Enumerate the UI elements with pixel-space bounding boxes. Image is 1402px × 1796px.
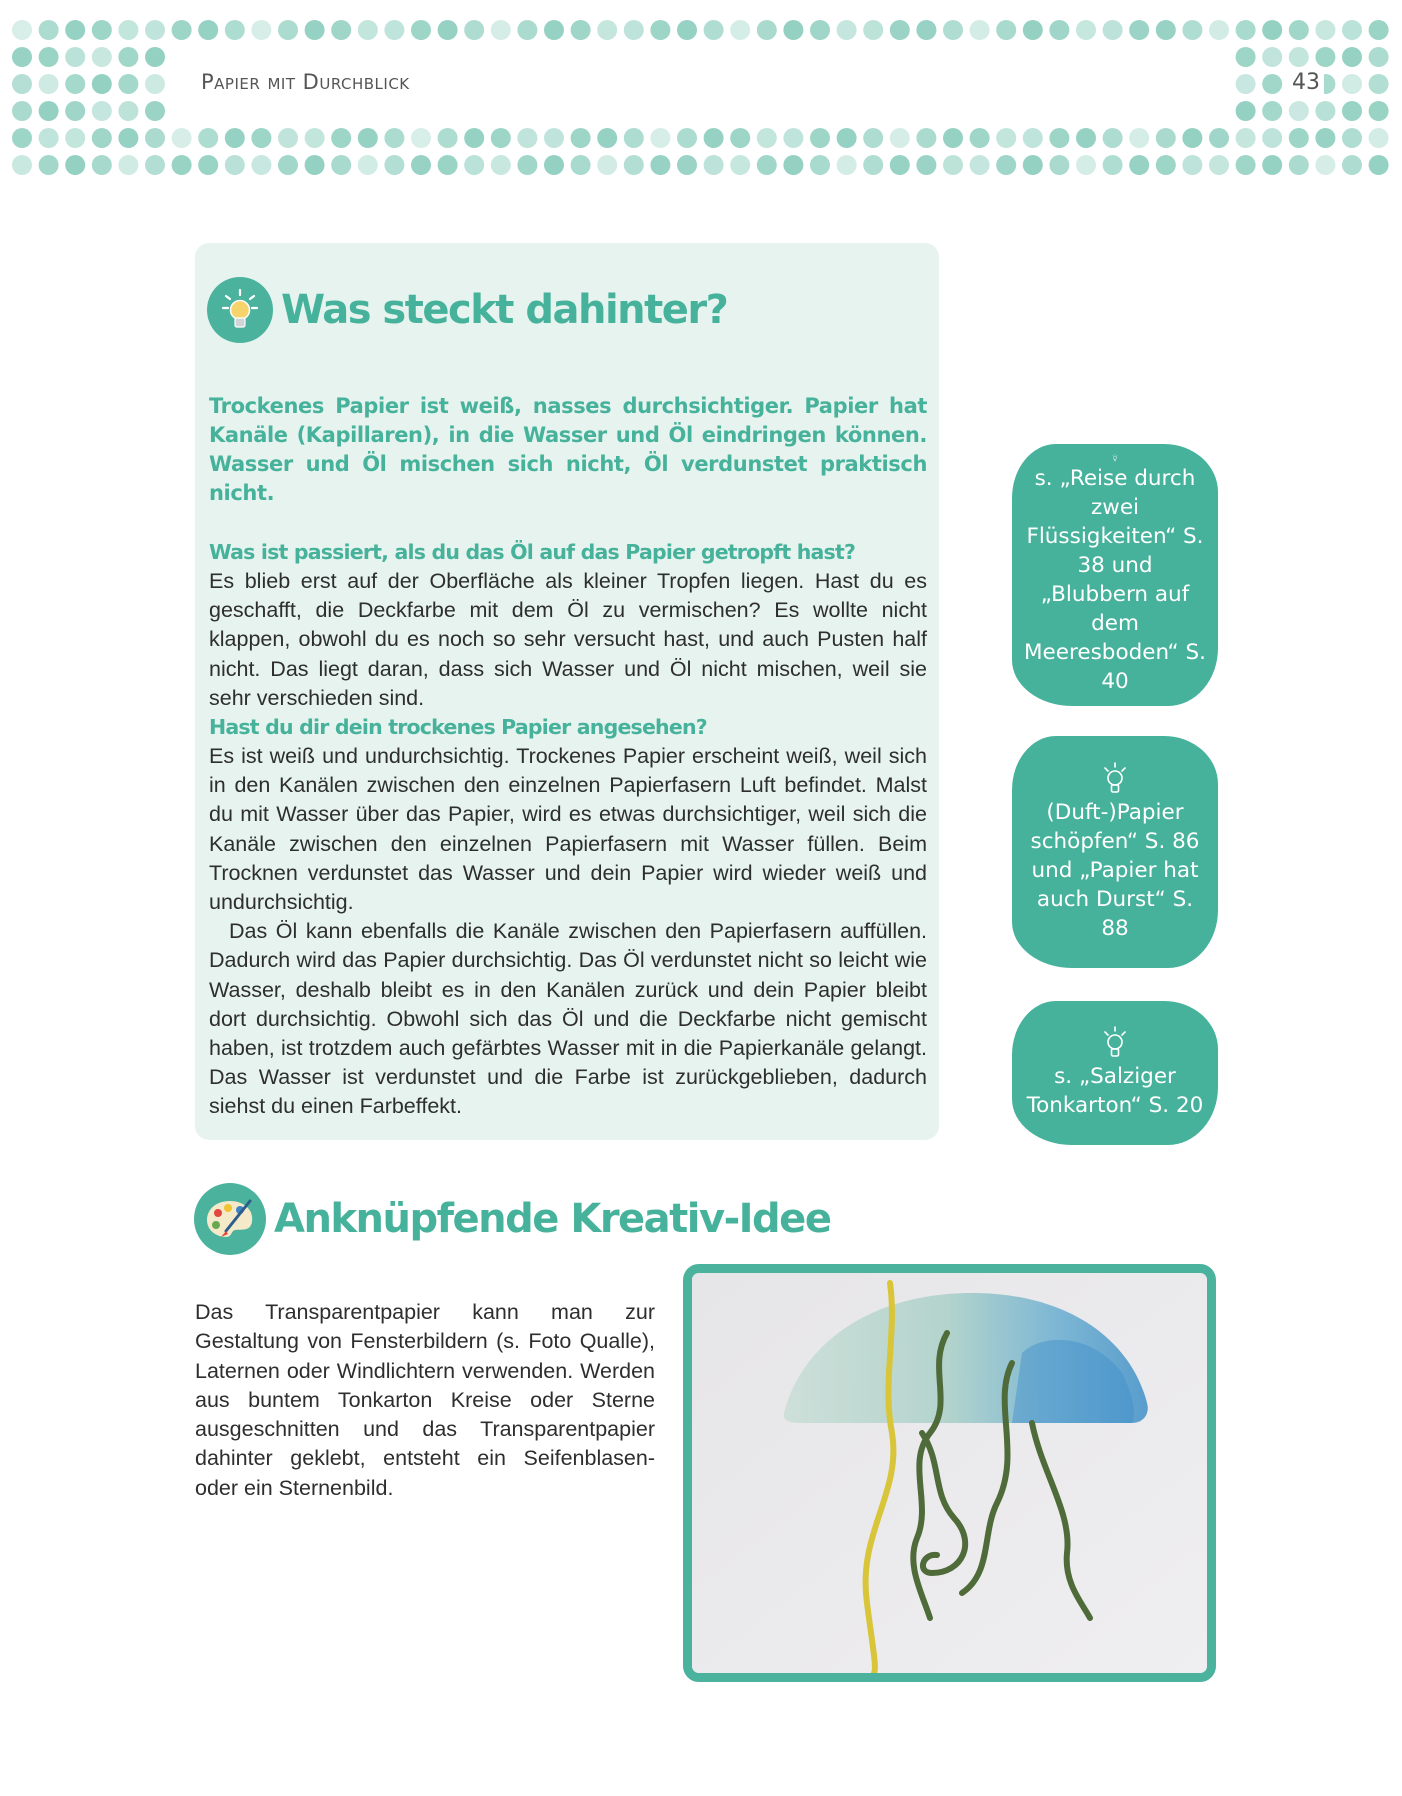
dot bbox=[1262, 101, 1282, 121]
dot bbox=[517, 128, 537, 148]
lightbulb-icon bbox=[207, 277, 273, 343]
answer-oil: Es blieb erst auf der Oberfläche als kleiner Tropfen liegen. Hast du es geschafft, die Deckfarbe mit dem Öl zu vermischen? Es wollte nicht klappen, obwohl du es noch so sehr versucht hast, und auch Pusten half nicht. Das liegt daran, dass sich Wasser und Öl nicht mischen, weil sie sehr verschieden sind. bbox=[209, 569, 927, 710]
dot bbox=[1262, 74, 1282, 94]
dot bbox=[198, 20, 218, 40]
dot bbox=[970, 155, 990, 175]
dot bbox=[145, 20, 165, 40]
dot bbox=[384, 20, 404, 40]
dot bbox=[1023, 155, 1043, 175]
cross-reference-box bbox=[1012, 736, 1218, 968]
dot bbox=[1182, 20, 1202, 40]
dot bbox=[1182, 128, 1202, 148]
dot bbox=[810, 155, 830, 175]
dot bbox=[305, 128, 325, 148]
dot bbox=[1262, 128, 1282, 148]
dot bbox=[92, 20, 112, 40]
dot bbox=[1369, 20, 1389, 40]
dot bbox=[1156, 20, 1176, 40]
dot bbox=[331, 155, 351, 175]
dot bbox=[65, 155, 85, 175]
dot bbox=[1103, 128, 1123, 148]
dot bbox=[1369, 128, 1389, 148]
dot bbox=[1289, 101, 1309, 121]
dot bbox=[411, 155, 431, 175]
dot bbox=[1236, 47, 1256, 67]
dot bbox=[12, 20, 32, 40]
dot bbox=[92, 128, 112, 148]
info-box-body bbox=[209, 392, 927, 1122]
dot-pattern-header bbox=[0, 0, 1402, 190]
dot bbox=[225, 155, 245, 175]
dot bbox=[225, 128, 245, 148]
dot bbox=[172, 20, 192, 40]
info-box-heading bbox=[207, 277, 727, 343]
lightbulb-icon bbox=[1100, 1026, 1130, 1060]
dot bbox=[597, 20, 617, 40]
dot bbox=[1129, 20, 1149, 40]
dot bbox=[278, 20, 298, 40]
dot bbox=[677, 128, 697, 148]
dot bbox=[12, 101, 32, 121]
answer-oil-channels: Das Öl kann ebenfalls die Kanäle zwischen den Papierfasern auffüllen. Dadurch wird das Papier durchsichtig. Das Öl verdunstet nicht so leicht wie Wasser, deshalb bleibt es in den Kanälen zurück und dein Papier bleibt dort durchsichtig. Obwohl sich das Öl und die Deckfarbe nicht gemischt haben, ist trotzdem auch gefärbtes Wasser mit in die Papierkanäle gelangt. Das Wasser ist verdunstet und die Farbe ist zurückgeblieben, dadurch siehst du einen Farbeffekt. bbox=[209, 919, 927, 1119]
info-box-title: Was steckt dahinter? bbox=[281, 287, 728, 333]
dot bbox=[837, 155, 857, 175]
palette-icon bbox=[194, 1183, 266, 1255]
dot bbox=[783, 155, 803, 175]
dot bbox=[1209, 128, 1229, 148]
dot bbox=[704, 128, 724, 148]
lightbulb-icon bbox=[1100, 454, 1130, 462]
dot bbox=[464, 128, 484, 148]
dot bbox=[172, 128, 192, 148]
cross-reference-text: s. „Salziger Tonkarton“ S. 20 bbox=[1026, 1064, 1204, 1118]
dot bbox=[571, 20, 591, 40]
dot bbox=[970, 20, 990, 40]
dot bbox=[757, 128, 777, 148]
dot bbox=[12, 47, 32, 67]
dot bbox=[1315, 101, 1335, 121]
lightbulb-icon bbox=[1100, 762, 1130, 796]
dot bbox=[65, 74, 85, 94]
dot bbox=[996, 155, 1016, 175]
dot bbox=[1236, 20, 1256, 40]
dot bbox=[757, 155, 777, 175]
dot bbox=[996, 128, 1016, 148]
dot bbox=[358, 155, 378, 175]
dot bbox=[39, 20, 59, 40]
dot bbox=[704, 20, 724, 40]
answer-dry-paper: Es ist weiß und undurchsichtig. Trockenes Papier erscheint weiß, weil sich in den Kanälen zwischen den einzelnen Papierfasern Luft befindet. Malst du mit Wasser über das Papier, wird es etwas durchsichtiger, weil sich die Kanäle zwischen den einzelnen Papierfasern mit Wasser füllen. Beim Trocknen verdunstet das Wasser und dein Papier wird wieder weiß und undurchsichtig. bbox=[209, 744, 927, 915]
dot bbox=[597, 155, 617, 175]
dot bbox=[438, 128, 458, 148]
dot bbox=[1076, 20, 1096, 40]
dot bbox=[1262, 155, 1282, 175]
dot bbox=[12, 74, 32, 94]
dot bbox=[624, 155, 644, 175]
dot bbox=[118, 101, 138, 121]
kreativ-title: Anknüpfende Kreativ-Idee bbox=[274, 1196, 831, 1242]
dot bbox=[943, 155, 963, 175]
dot bbox=[650, 155, 670, 175]
dot bbox=[1315, 20, 1335, 40]
dot bbox=[1369, 47, 1389, 67]
dot bbox=[92, 74, 112, 94]
cross-reference-box bbox=[1012, 1001, 1218, 1145]
running-header-title: Papier mit Durchblick bbox=[195, 70, 416, 94]
dot bbox=[1236, 74, 1256, 94]
dot bbox=[39, 155, 59, 175]
dot bbox=[411, 128, 431, 148]
dot bbox=[704, 155, 724, 175]
dot bbox=[1342, 20, 1362, 40]
dot bbox=[783, 20, 803, 40]
dot bbox=[1369, 101, 1389, 121]
dot bbox=[198, 128, 218, 148]
dot bbox=[1369, 74, 1389, 94]
dot bbox=[118, 20, 138, 40]
dot bbox=[438, 155, 458, 175]
dot bbox=[730, 155, 750, 175]
question-dry-paper: Hast du dir dein trockenes Papier angesehen? bbox=[209, 715, 707, 740]
dot bbox=[1342, 101, 1362, 121]
dot bbox=[571, 155, 591, 175]
dot bbox=[145, 74, 165, 94]
dot bbox=[1236, 101, 1256, 121]
dot bbox=[916, 155, 936, 175]
jellyfish-photo bbox=[683, 1264, 1216, 1682]
dot bbox=[544, 20, 564, 40]
dot bbox=[1236, 155, 1256, 175]
dot bbox=[650, 128, 670, 148]
dot bbox=[39, 128, 59, 148]
dot bbox=[1289, 47, 1309, 67]
page-number: 43 bbox=[1288, 70, 1324, 95]
dot bbox=[92, 155, 112, 175]
dot bbox=[491, 20, 511, 40]
dot bbox=[145, 128, 165, 148]
dot bbox=[597, 128, 617, 148]
dot bbox=[145, 101, 165, 121]
cross-reference-text: s. „Reise durch zwei Flüssigkeiten“ S. 38 und „Blubbern auf dem Meeresboden“ S. 40 bbox=[1024, 466, 1206, 694]
dot bbox=[943, 128, 963, 148]
dot bbox=[970, 128, 990, 148]
dot bbox=[65, 47, 85, 67]
dot bbox=[65, 20, 85, 40]
dot bbox=[837, 128, 857, 148]
dot bbox=[198, 155, 218, 175]
dot bbox=[1129, 128, 1149, 148]
dot bbox=[464, 20, 484, 40]
dot bbox=[650, 20, 670, 40]
dot bbox=[1289, 20, 1309, 40]
dot bbox=[916, 20, 936, 40]
dot bbox=[12, 128, 32, 148]
dot bbox=[1156, 128, 1176, 148]
dot bbox=[1129, 155, 1149, 175]
dot bbox=[331, 128, 351, 148]
dot bbox=[1209, 20, 1229, 40]
dot bbox=[1076, 155, 1096, 175]
info-box-lead: Trockenes Papier ist weiß, nasses durchsichtiger. Papier hat Kanäle (Kapillaren), in die Wasser und Öl eindringen können. Wasser und Öl mischen sich nicht, Öl verdunstet praktisch nicht. bbox=[209, 394, 927, 505]
dot bbox=[624, 128, 644, 148]
dot bbox=[517, 155, 537, 175]
dot bbox=[438, 20, 458, 40]
dot bbox=[358, 128, 378, 148]
dot bbox=[730, 128, 750, 148]
dot bbox=[757, 20, 777, 40]
dot bbox=[730, 20, 750, 40]
dot bbox=[1103, 155, 1123, 175]
dot bbox=[863, 128, 883, 148]
dot bbox=[384, 155, 404, 175]
dot bbox=[1049, 155, 1069, 175]
dot bbox=[384, 128, 404, 148]
dot bbox=[677, 155, 697, 175]
dot bbox=[464, 155, 484, 175]
dot bbox=[39, 47, 59, 67]
dot bbox=[1156, 155, 1176, 175]
dot bbox=[1342, 155, 1362, 175]
dot bbox=[92, 47, 112, 67]
dot bbox=[65, 101, 85, 121]
dot bbox=[837, 20, 857, 40]
dot bbox=[1342, 74, 1362, 94]
dot bbox=[1262, 47, 1282, 67]
dot bbox=[1315, 47, 1335, 67]
dot bbox=[1049, 128, 1069, 148]
dot bbox=[278, 128, 298, 148]
dot bbox=[677, 20, 697, 40]
dot bbox=[890, 155, 910, 175]
dot bbox=[783, 128, 803, 148]
dot bbox=[1315, 128, 1335, 148]
dot bbox=[305, 20, 325, 40]
dot bbox=[1076, 128, 1096, 148]
dot bbox=[1289, 155, 1309, 175]
dot bbox=[517, 20, 537, 40]
dot bbox=[118, 47, 138, 67]
dot bbox=[12, 155, 32, 175]
dot bbox=[810, 20, 830, 40]
dot bbox=[491, 155, 511, 175]
dot bbox=[172, 155, 192, 175]
dot bbox=[331, 20, 351, 40]
dot bbox=[810, 128, 830, 148]
dot bbox=[890, 20, 910, 40]
dot bbox=[571, 128, 591, 148]
dot bbox=[118, 155, 138, 175]
dot bbox=[305, 155, 325, 175]
kreativ-text: Das Transparentpapier kann man zur Gestaltung von Fensterbildern (s. Foto Qualle), Laternen oder Windlichtern verwenden. Werden aus buntem Tonkarton Kreise oder Sterne ausgeschnitten und das Transparentpapier dahinter geklebt, entsteht ein Seifenblasen- oder ein Sternenbild. bbox=[195, 1300, 655, 1500]
dot bbox=[118, 128, 138, 148]
dot bbox=[1315, 155, 1335, 175]
dot bbox=[92, 101, 112, 121]
dot bbox=[1209, 155, 1229, 175]
dot bbox=[1342, 128, 1362, 148]
dot bbox=[890, 128, 910, 148]
dot bbox=[1049, 20, 1069, 40]
dot bbox=[863, 20, 883, 40]
dot bbox=[145, 155, 165, 175]
dot bbox=[996, 20, 1016, 40]
dot bbox=[411, 20, 431, 40]
dot bbox=[1289, 128, 1309, 148]
dot bbox=[65, 128, 85, 148]
dot bbox=[943, 20, 963, 40]
cross-reference-text: (Duft-)Papier schöpfen“ S. 86 und „Papier hat auch Durst“ S. 88 bbox=[1030, 799, 1200, 941]
dot bbox=[358, 20, 378, 40]
dot bbox=[278, 155, 298, 175]
dot bbox=[251, 128, 271, 148]
dot bbox=[118, 74, 138, 94]
dot bbox=[491, 128, 511, 148]
dot bbox=[1236, 128, 1256, 148]
dot bbox=[251, 20, 271, 40]
cross-reference-box bbox=[1012, 444, 1218, 706]
dot bbox=[1369, 155, 1389, 175]
dot bbox=[39, 74, 59, 94]
dot bbox=[863, 155, 883, 175]
dot bbox=[251, 155, 271, 175]
question-oil: Was ist passiert, als du das Öl auf das Papier getropft hast? bbox=[209, 540, 856, 564]
dot bbox=[39, 101, 59, 121]
dot bbox=[624, 20, 644, 40]
dot bbox=[1262, 20, 1282, 40]
dot bbox=[544, 128, 564, 148]
dot bbox=[225, 20, 245, 40]
dot bbox=[1103, 20, 1123, 40]
dot bbox=[1023, 20, 1043, 40]
kreativ-heading bbox=[194, 1183, 830, 1255]
dot bbox=[1182, 155, 1202, 175]
dot bbox=[1023, 128, 1043, 148]
dot bbox=[544, 155, 564, 175]
dot bbox=[145, 47, 165, 67]
dot bbox=[1342, 47, 1362, 67]
dot bbox=[916, 128, 936, 148]
